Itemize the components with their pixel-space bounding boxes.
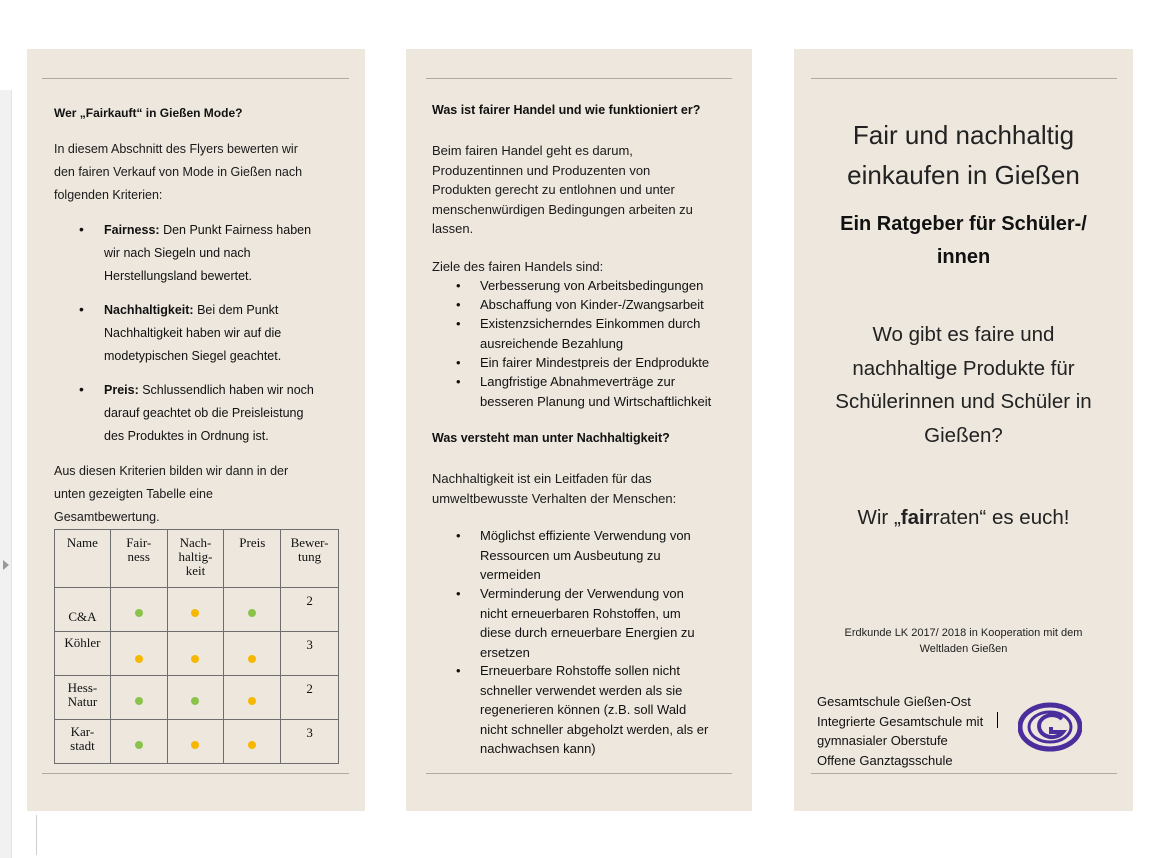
- list-item: • Verbesserung von Arbeitsbedingungen: [480, 276, 742, 296]
- rating-score: 2: [281, 676, 339, 720]
- rating-nachhaltigkeit: [167, 676, 224, 720]
- green-dot-icon: [135, 609, 143, 617]
- text-caret: [997, 712, 998, 728]
- rating-score: 3: [281, 720, 339, 764]
- criterion-fairness: • Fairness: Den Punkt Fairness haben wir nach Siegeln und nach Herstellungsland bewertet.: [104, 219, 334, 288]
- goals-label: Ziele des fairen Handels sind:: [432, 259, 604, 274]
- table-header-row: [55, 530, 339, 588]
- list-item: • Möglichst effiziente Verwendung von Ressourcen um Ausbeutung zu vermeiden: [480, 526, 742, 585]
- intro-line: folgenden Kriterien:: [54, 188, 163, 202]
- rating-fairness: [110, 676, 167, 720]
- panel1-intro: [54, 138, 302, 207]
- rating-fairness: [110, 720, 167, 764]
- yellow-dot-icon: [248, 697, 256, 705]
- criterion-preis: • Preis: Schlussendlich haben wir noch darauf geachtet ob die Preisleistung des Produktes in Ordnung ist.: [104, 379, 334, 448]
- top-rule: [42, 78, 349, 79]
- table-row: [55, 720, 339, 764]
- bottom-rule: [811, 773, 1117, 774]
- flyer-slogan: Wir „fairraten“ es euch!: [857, 506, 1070, 529]
- yellow-dot-icon: [248, 741, 256, 749]
- panel1-outro: Aus diesen Kriterien bilden wir dann in der unten gezeigten Tabelle eine Gesamtbewertung.: [54, 464, 289, 524]
- intro-line: den fairen Verkauf von Mode in Gießen nach: [54, 165, 303, 179]
- rating-score: 3: [281, 632, 339, 676]
- cooperation-note: Erdkunde LK 2017/ 2018 in Kooperation mit dem Weltladen Gießen: [844, 627, 1083, 655]
- rating-preis: [224, 720, 281, 764]
- school-logo-icon: [1018, 702, 1082, 752]
- store-name: C&A: [55, 588, 111, 632]
- left-scrollbar[interactable]: [0, 90, 12, 858]
- rating-fairness: [110, 632, 167, 676]
- col-name: Name: [55, 530, 111, 588]
- store-name: Hess- Natur: [55, 676, 111, 720]
- list-item: • Existenzsicherndes Einkommen durch ausreichende Bezahlung: [480, 314, 742, 353]
- table-row: [55, 632, 339, 676]
- expand-arrow-icon[interactable]: [3, 560, 9, 570]
- heading-fairer-handel: Was ist fairer Handel und wie funktioniert er?: [432, 103, 701, 117]
- intro-line: In diesem Abschnitt des Flyers bewerten wir: [54, 142, 298, 156]
- flyer-title: Fair und nachhaltig einkaufen in Gießen: [847, 120, 1080, 190]
- yellow-dot-icon: [191, 741, 199, 749]
- list-item: • Abschaffung von Kinder-/Zwangsarbeit: [480, 295, 742, 315]
- top-rule: [426, 78, 732, 79]
- table-row: [55, 588, 339, 632]
- school-info: Gesamtschule Gießen-Ost Integrierte Gesamtschule mit gymnasialer Oberstufe Offene Ganztagsschule: [817, 694, 984, 768]
- bottom-rule: [42, 773, 349, 774]
- store-name: Kar- stadt: [55, 720, 111, 764]
- green-dot-icon: [135, 741, 143, 749]
- rating-preis: [224, 632, 281, 676]
- rating-fairness: [110, 588, 167, 632]
- rating-score: 2: [281, 588, 339, 632]
- list-item: • Erneuerbare Rohstoffe sollen nicht schneller verwendet werden als sie regenerieren können (z.B. soll Wald nicht schneller abgeholzt werden, als er nachwachsen kann): [480, 661, 742, 759]
- heading-nachhaltigkeit: Was versteht man unter Nachhaltigkeit?: [432, 431, 670, 445]
- yellow-dot-icon: [135, 655, 143, 663]
- col-nachhaltigkeit: Nach- haltig- keit: [167, 530, 224, 588]
- list-item: • Ein fairer Mindestpreis der Endprodukte: [480, 353, 742, 373]
- rating-nachhaltigkeit: [167, 632, 224, 676]
- green-dot-icon: [191, 697, 199, 705]
- para-fairer-handel: Beim fairen Handel geht es darum, Produzentinnen und Produzenten von Produkten gerecht zu entlohnen und unter menschenwürdigen Bedingungen arbeiten zu lassen.: [432, 143, 693, 236]
- rating-nachhaltigkeit: [167, 588, 224, 632]
- flyer-question: Wo gibt es faire und nachhaltige Produkte für Schülerinnen und Schüler in Gießen?: [835, 323, 1092, 447]
- yellow-dot-icon: [191, 609, 199, 617]
- para-nachhaltigkeit: Nachhaltigkeit ist ein Leitfaden für das umweltbewusste Verhalten der Menschen:: [432, 471, 677, 506]
- page-edge-line: [36, 815, 37, 855]
- table-row: [55, 676, 339, 720]
- yellow-dot-icon: [191, 655, 199, 663]
- green-dot-icon: [248, 609, 256, 617]
- rating-preis: [224, 676, 281, 720]
- panel1-heading: Wer „Fairkauft“ in Gießen Mode?: [54, 106, 243, 120]
- rating-table: [54, 529, 339, 764]
- rating-preis: [224, 588, 281, 632]
- flyer-subtitle: Ein Ratgeber für Schüler-/ innen: [840, 213, 1087, 268]
- col-fairness: Fair- ness: [110, 530, 167, 588]
- bottom-rule: [426, 773, 732, 774]
- list-item: • Langfristige Abnahmeverträge zur besseren Planung und Wirtschaftlichkeit: [480, 372, 742, 411]
- col-preis: Preis: [224, 530, 281, 588]
- criterion-nachhaltigkeit: • Nachhaltigkeit: Bei dem Punkt Nachhaltigkeit haben wir auf die modetypischen Siegel geachtet.: [104, 299, 334, 368]
- list-item: • Verminderung der Verwendung von nicht erneuerbaren Rohstoffen, um diese durch erneuerbare Energien zu ersetzen: [480, 584, 742, 662]
- col-bewertung: Bewer- tung: [281, 530, 339, 588]
- top-rule: [811, 78, 1117, 79]
- rating-nachhaltigkeit: [167, 720, 224, 764]
- green-dot-icon: [135, 697, 143, 705]
- yellow-dot-icon: [248, 655, 256, 663]
- store-name: Köhler: [55, 632, 111, 676]
